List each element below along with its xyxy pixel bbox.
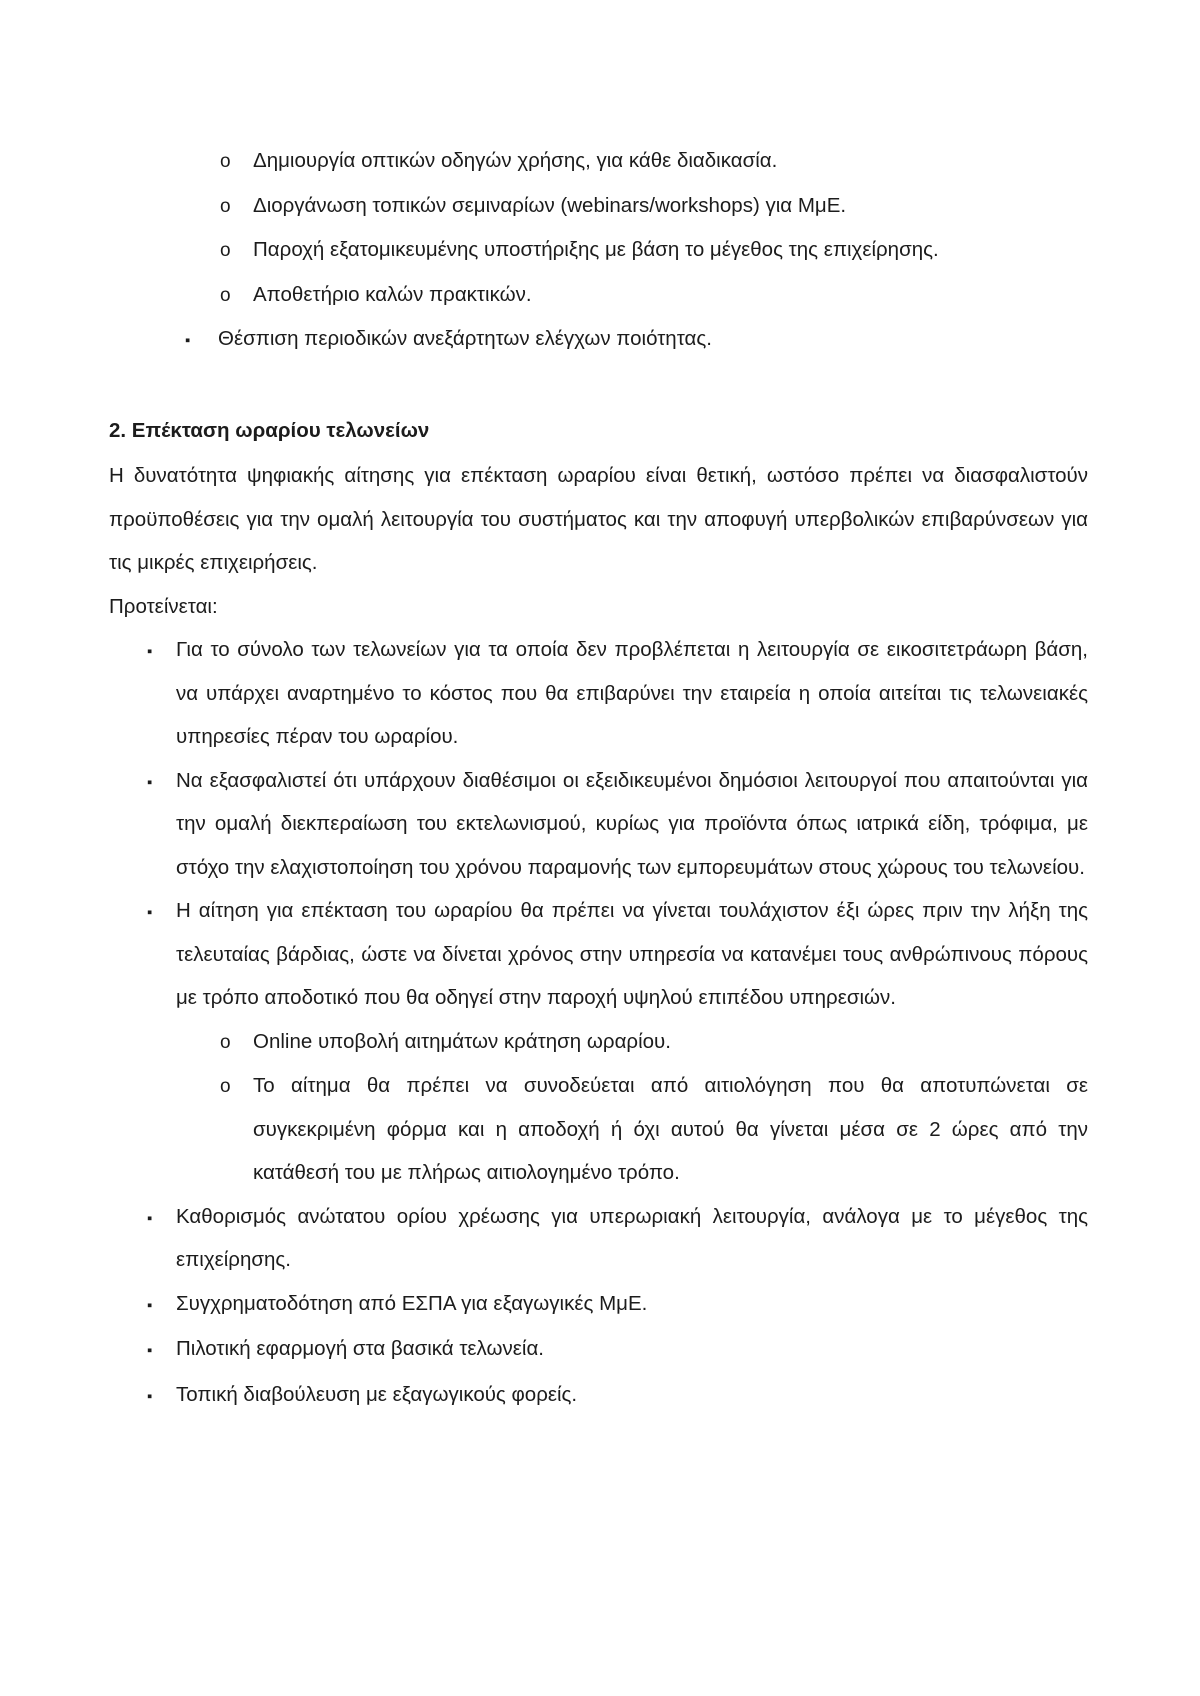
list-item-text: Να εξασφαλιστεί ότι υπάρχουν διαθέσιμοι οι εξειδικευμένοι δημόσιοι λειτουργοί που απαιτούνται για την ομαλή διεκπεραίωση του εκτελωνισμού, κυρίως για προϊόντα όπως ιατρικά είδη, τρόφιμα, με στόχο την ελαχιστοποίηση του χρόνου παραμονής των εμπορευμάτων στους χώρους του τελωνείου.: [176, 768, 1088, 879]
list-item: [109, 1373, 1088, 1419]
list-item: [109, 1327, 1088, 1373]
sub-list-item: [109, 1064, 1088, 1195]
list-item: [109, 759, 1088, 890]
sub-list-item: [109, 139, 1088, 184]
square-bullet-icon: ▪: [147, 1209, 153, 1227]
sub-list-item-text: Online υποβολή αιτημάτων κράτηση ωραρίου.: [253, 1029, 671, 1053]
circle-bullet-icon: o: [220, 1076, 231, 1097]
sub-list-item: [109, 273, 1088, 318]
list-item-text: Καθορισμός ανώτατου ορίου χρέωσης για υπερωριακή λειτουργία, ανάλογα με το μέγεθος της επιχείρησης.: [176, 1204, 1088, 1271]
circle-bullet-icon: o: [220, 151, 231, 172]
circle-bullet-icon: o: [220, 240, 231, 261]
sub-list-item: [109, 1020, 1088, 1065]
sub-list-item: [109, 228, 1088, 273]
list-item-text: Πιλοτική εφαρμογή στα βασικά τελωνεία.: [176, 1337, 544, 1360]
square-bullet-icon: ▪: [147, 904, 153, 921]
list-item: [109, 317, 1088, 363]
square-bullet-icon: ▪: [147, 643, 153, 660]
list-item: [109, 1195, 1088, 1282]
sub-list-item-text: Δημιουργία οπτικών οδηγών χρήσης, για κάθε διαδικασία.: [253, 149, 778, 172]
square-bullet-icon: ▪: [147, 1296, 153, 1314]
sub-list-item-text: Διοργάνωση τοπικών σεμιναρίων (webinars/workshops) για ΜμΕ.: [253, 193, 847, 217]
list-item-text: Για το σύνολο των τελωνείων για τα οποία δεν προβλέπεται η λειτουργία σε εικοσιτετράωρη βάση, να υπάρχει αναρτημένο το κόστος που θα επιβαρύνει την εταιρεία η οποία αιτείται τις τελωνειακές υπηρεσίες πέραν του ωραρίου.: [176, 638, 1088, 748]
list-item-text: Θέσπιση περιοδικών ανεξάρτητων ελέγχων ποιότητας.: [218, 327, 712, 350]
sub-list-item-text: Παροχή εξατομικευμένης υποστήριξης με βάση το μέγεθος της επιχείρησης.: [253, 238, 939, 261]
list-item-text: Τοπική διαβούλευση με εξαγωγικούς φορείς.: [176, 1382, 578, 1406]
square-bullet-icon: ▪: [147, 1342, 153, 1359]
sub-list-item: [109, 184, 1088, 229]
list-item-text: Η αίτηση για επέκταση του ωραρίου θα πρέπει να γίνεται τουλάχιστον έξι ώρες πριν την λήξη της τελευταίας βάρδιας, ώστε να δίνεται χρόνος στην υπηρεσία να κατανέμει τους ανθρώπινους πόρους με τρόπο αποδοτικό που θα οδηγεί στην παροχή υψηλού επιπέδου υπηρεσιών.: [176, 899, 1088, 1009]
section-heading: 2. Επέκταση ωραρίου τελωνείων: [109, 418, 430, 442]
square-bullet-icon: ▪: [147, 773, 153, 791]
square-bullet-icon: ▪: [185, 332, 191, 349]
circle-bullet-icon: o: [220, 195, 231, 217]
list-item: [109, 1282, 1088, 1328]
square-bullet-icon: ▪: [147, 1387, 153, 1405]
section-intro-paragraph: Η δυνατότητα ψηφιακής αίτησης για επέκταση ωραρίου είναι θετική, ωστόσο πρέπει να διασφαλιστούν προϋποθέσεις για την ομαλή λειτουργία του συστήματος και την αποφυγή υπερβολικών επιβαρύνσεων για τις μικρές επιχειρήσεις.: [109, 464, 1088, 574]
proposal-label: Προτείνεται:: [109, 594, 218, 618]
carryover-list: [109, 139, 1088, 363]
list-item: [109, 889, 1088, 1020]
circle-bullet-icon: o: [220, 1031, 231, 1053]
circle-bullet-icon: o: [220, 284, 231, 306]
list-item: [109, 628, 1088, 759]
list-item-text: Συγχρηματοδότηση από ΕΣΠΑ για εξαγωγικές ΜμΕ.: [176, 1291, 648, 1315]
sub-list-item-text: Αποθετήριο καλών πρακτικών.: [253, 282, 532, 306]
sub-list-item-text: Το αίτημα θα πρέπει να συνοδεύεται από αιτιολόγηση που θα αποτυπώνεται σε συγκεκριμένη φόρμα και η αποδοχή ή όχι αυτού θα γίνεται μέσα σε 2 ώρες από την κατάθεσή του με πλήρως αιτιολογημένο τρόπο.: [253, 1074, 1088, 1184]
proposals-list: [109, 628, 1088, 1418]
